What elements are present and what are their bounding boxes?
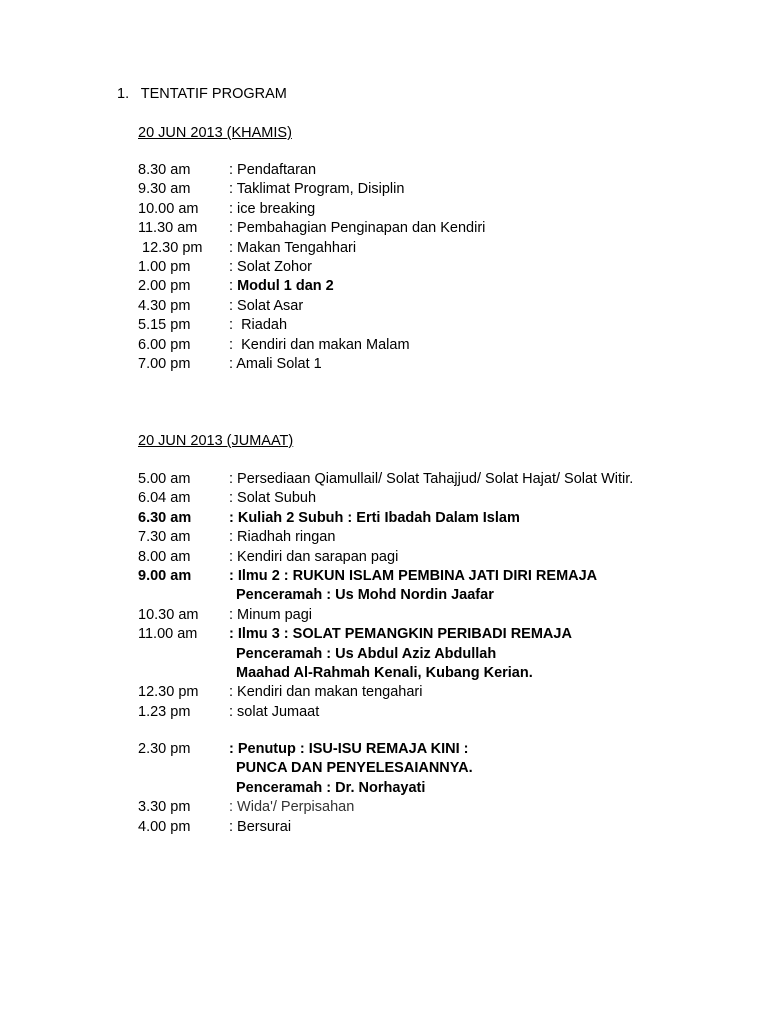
section-number: 1.	[117, 86, 130, 102]
schedule-activity: : Kendiri dan makan tengahari	[229, 684, 423, 701]
schedule-time: 6.30 am	[138, 509, 192, 526]
schedule-time: 4.30 pm	[138, 297, 191, 314]
schedule-time: 9.00 am	[138, 567, 192, 584]
activity-prefix: :	[229, 278, 238, 295]
schedule-time: 6.04 am	[138, 490, 191, 507]
schedule-activity: : solat Jumaat	[229, 703, 320, 720]
schedule-activity: : Solat Subuh	[229, 490, 317, 507]
schedule-time: 10.00 am	[138, 200, 199, 217]
schedule-time: 7.30 am	[138, 529, 191, 546]
schedule-activity: : Ilmu 2 : RUKUN ISLAM PEMBINA JATI DIRI REMAJA	[229, 567, 598, 584]
schedule-activity: : Pendaftaran	[229, 162, 317, 178]
schedule-time: 6.00 pm	[138, 336, 191, 353]
speaker-line: Penceramah : Dr. Norhayati	[236, 779, 426, 796]
schedule-time: 10.30 am	[138, 606, 199, 623]
schedule-activity: : Penutup : ISU-ISU REMAJA KINI :	[229, 741, 469, 758]
activity-bold-text: Modul 1 dan 2	[237, 278, 334, 295]
schedule-activity: : Bersurai	[229, 818, 292, 835]
schedule-time: 8.00 am	[138, 548, 191, 565]
schedule-time: 8.30 am	[138, 162, 191, 178]
schedule-time: 12.30 pm	[138, 684, 199, 701]
schedule-activity: : Ilmu 3 : SOLAT PEMANGKIN PERIBADI REMAJA	[229, 626, 572, 643]
schedule-activity: : Amali Solat 1	[229, 355, 322, 372]
schedule-time: 9.30 am	[138, 181, 191, 198]
schedule-time: 3.30 pm	[138, 799, 191, 816]
schedule-activity: : Kendiri dan sarapan pagi	[229, 548, 399, 565]
schedule-activity: : Kendiri dan makan Malam	[229, 336, 410, 353]
schedule-activity: : ice breaking	[229, 200, 316, 217]
schedule-activity: : Persediaan Qiamullail/ Solat Tahajjud/ Solat Hajat/ Solat Witir.	[229, 471, 634, 487]
section-title: TENTATIF PROGRAM	[140, 86, 287, 102]
schedule-time: 11.00 am	[138, 626, 198, 643]
schedule-time: 5.00 am	[138, 471, 191, 487]
schedule-time: 1.00 pm	[138, 258, 191, 275]
schedule-time: 1.23 pm	[138, 703, 191, 720]
schedule-activity: : Pembahagian Penginapan dan Kendiri	[229, 220, 486, 237]
speaker-line: Penceramah : Us Abdul Aziz Abdullah	[236, 645, 497, 662]
schedule-activity: : Riadah	[229, 317, 288, 334]
schedule-time: 2.30 pm	[138, 741, 191, 758]
topic-line: PUNCA DAN PENYELESAIANNYA.	[236, 760, 473, 777]
schedule-activity: : Solat Asar	[229, 297, 304, 314]
schedule-time: 4.00 pm	[138, 818, 191, 835]
schedule-activity: : Riadhah ringan	[229, 529, 336, 546]
schedule-time: 7.00 pm	[138, 355, 191, 372]
schedule-time: 5.15 pm	[138, 317, 191, 334]
schedule-activity: : Kuliah 2 Subuh : Erti Ibadah Dalam Islam	[229, 509, 520, 526]
schedule-time: 2.00 pm	[138, 278, 191, 295]
day-1-date: 20 JUN 2013 (KHAMIS)	[138, 125, 292, 141]
schedule-time: 11.30 am	[138, 220, 198, 237]
section-heading	[117, 85, 287, 104]
schedule-activity: : Minum pagi	[229, 606, 313, 623]
schedule-activity: : Solat Zohor	[229, 258, 313, 275]
schedule-activity: : Makan Tengahhari	[229, 239, 357, 256]
speaker-line: Penceramah : Us Mohd Nordin Jaafar	[236, 587, 494, 604]
schedule-activity	[229, 277, 334, 296]
schedule-activity: : Taklimat Program, Disiplin	[229, 181, 405, 198]
venue-line: Maahad Al-Rahmah Kenali, Kubang Kerian.	[236, 664, 533, 681]
schedule-activity: : Wida'/ Perpisahan	[229, 799, 355, 816]
schedule-time: 12.30 pm	[142, 239, 203, 256]
day-2-date: 20 JUN 2013 (JUMAAT)	[138, 433, 294, 449]
